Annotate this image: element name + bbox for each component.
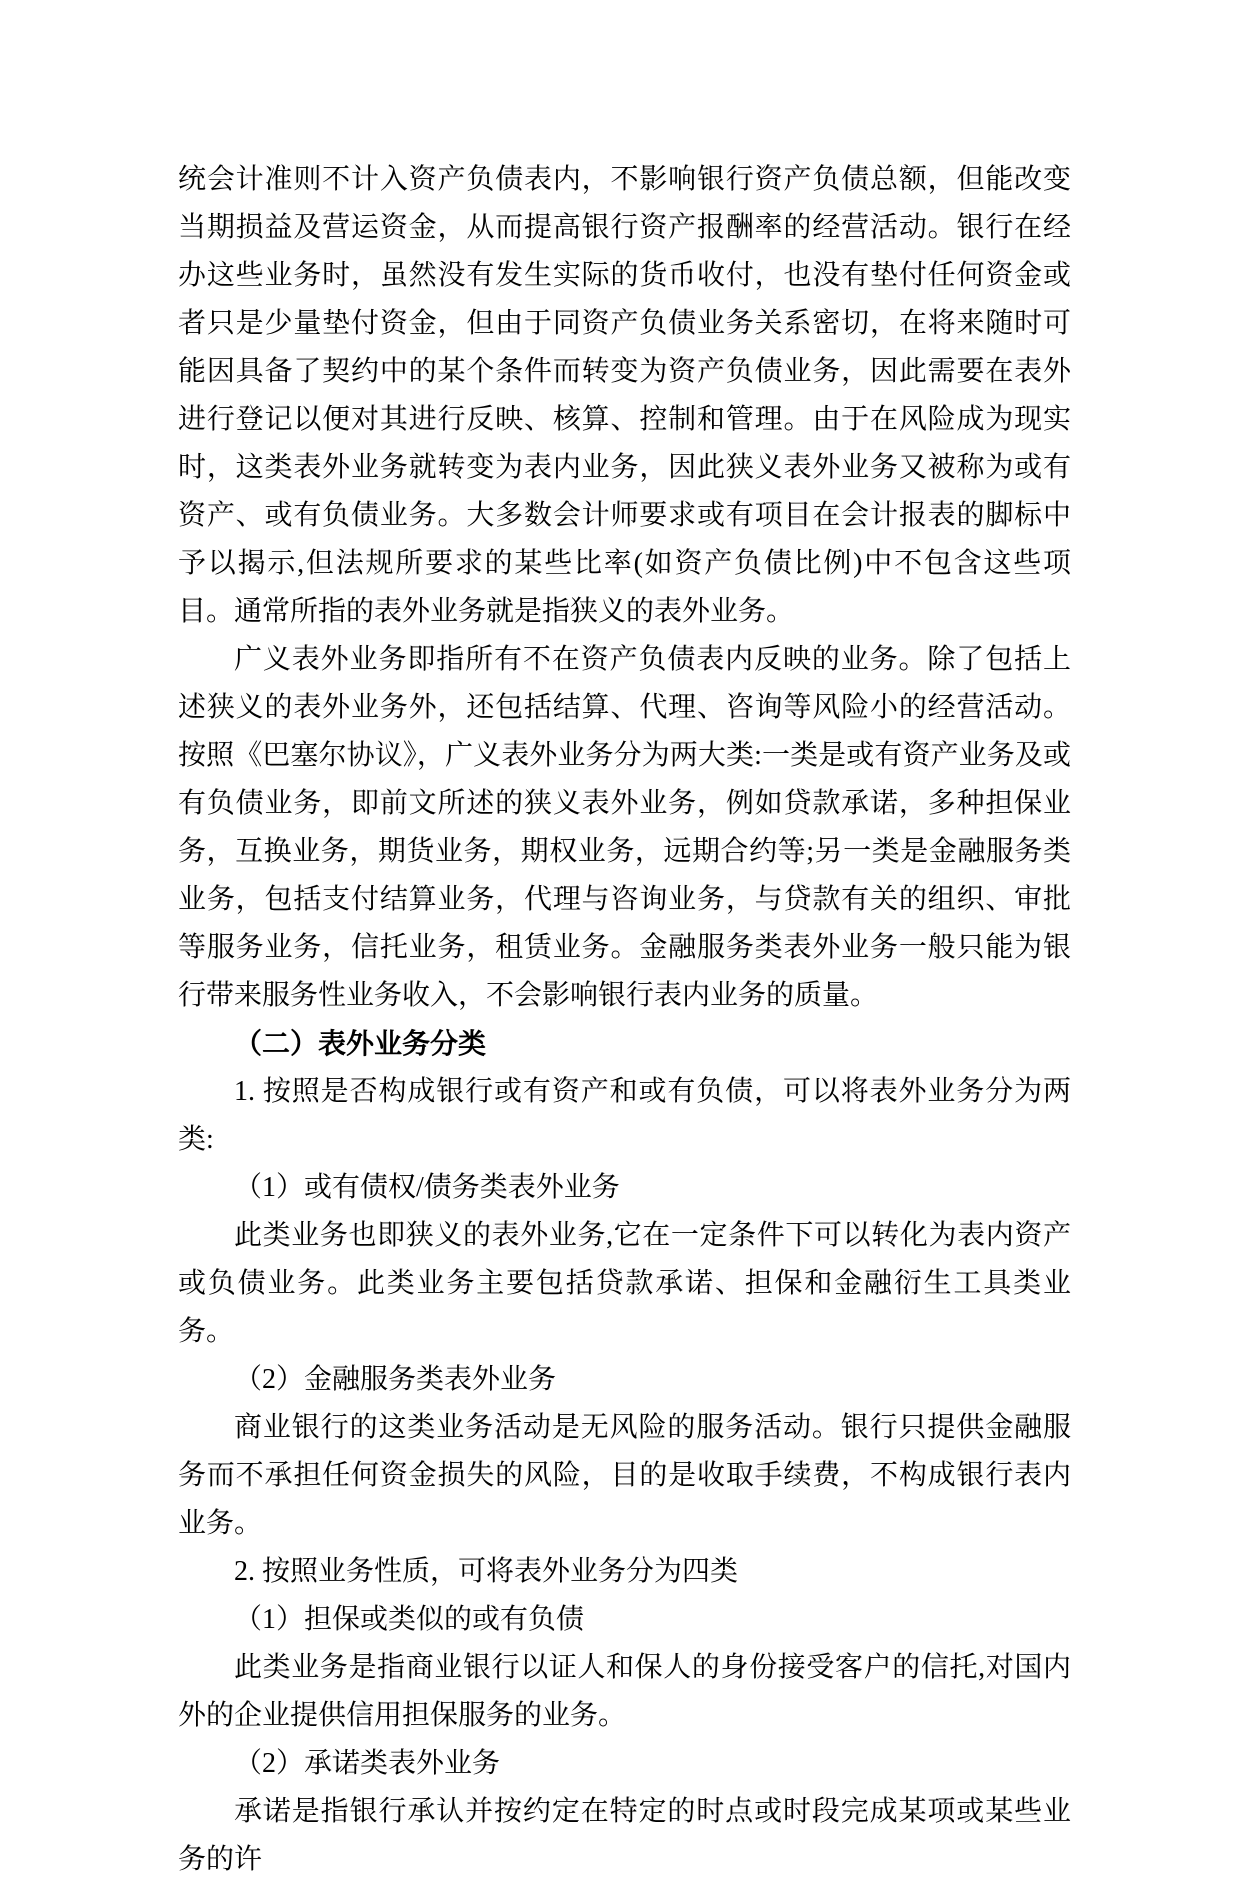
- list-item-paragraph: （2）承诺类表外业务: [234, 1748, 501, 1779]
- list-item-paragraph: （2）金融服务类表外业务: [234, 1364, 557, 1395]
- body-paragraph: 此类业务也即狭义的表外业务,它在一定条件下可以转化为表内资产或负债业务。此类业务主要包括贷款承诺、担保和金融衍生工具类业务。: [178, 1220, 1071, 1347]
- list-item-paragraph: 1. 按照是否构成银行或有资产和或有负债，可以将表外业务分为两类:: [178, 1076, 1071, 1155]
- list-item-paragraph: 2. 按照业务性质，可将表外业务分为四类: [234, 1556, 739, 1587]
- body-paragraph: 广义表外业务即指所有不在资产负债表内反映的业务。除了包括上述狭义的表外业务外，还包括结算、代理、咨询等风险小的经营活动。按照《巴塞尔协议》，广义表外业务分为两大类:一类是或有资产业务及或有负债业务，即前文所述的狭义表外业务，例如贷款承诺，多种担保业务，互换业务，期货业务，期权业务，远期合约等;另一类是金融服务类业务，包括支付结算业务，代理与咨询业务，与贷款有关的组织、审批等服务业务，信托业务，租赁业务。金融服务类表外业务一般只能为银行带来服务性业务收入，不会影响银行表内业务的质量。: [178, 644, 1071, 1011]
- section-heading: （二）表外业务分类: [234, 1028, 487, 1059]
- document-text-block: [178, 156, 1071, 1884]
- body-paragraph: 承诺是指银行承认并按约定在特定的时点或时段完成某项或某些业务的许: [178, 1796, 1071, 1875]
- list-item-paragraph: （1）担保或类似的或有负债: [234, 1604, 585, 1635]
- list-item-paragraph: （1）或有债权/债务类表外业务: [234, 1172, 620, 1203]
- body-paragraph: 统会计准则不计入资产负债表内，不影响银行资产负债总额，但能改变当期损益及营运资金，从而提高银行资产报酬率的经营活动。银行在经办这些业务时，虽然没有发生实际的货币收付，也没有垫付任何资金或者只是少量垫付资金，但由于同资产负债业务关系密切，在将来随时可能因具备了契约中的某个条件而转变为资产负债业务，因此需要在表外进行登记以便对其进行反映、核算、控制和管理。由于在风险成为现实时，这类表外业务就转变为表内业务，因此狭义表外业务又被称为或有资产、或有负债业务。大多数会计师要求或有项目在会计报表的脚标中予以揭示,但法规所要求的某些比率(如资产负债比例)中不包含这些项目。通常所指的表外业务就是指狭义的表外业务。: [178, 164, 1071, 627]
- body-paragraph: 商业银行的这类业务活动是无风险的服务活动。银行只提供金融服务而不承担任何资金损失的风险，目的是收取手续费，不构成银行表内业务。: [178, 1412, 1071, 1539]
- body-paragraph: 此类业务是指商业银行以证人和保人的身份接受客户的信托,对国内外的企业提供信用担保服务的业务。: [178, 1652, 1071, 1731]
